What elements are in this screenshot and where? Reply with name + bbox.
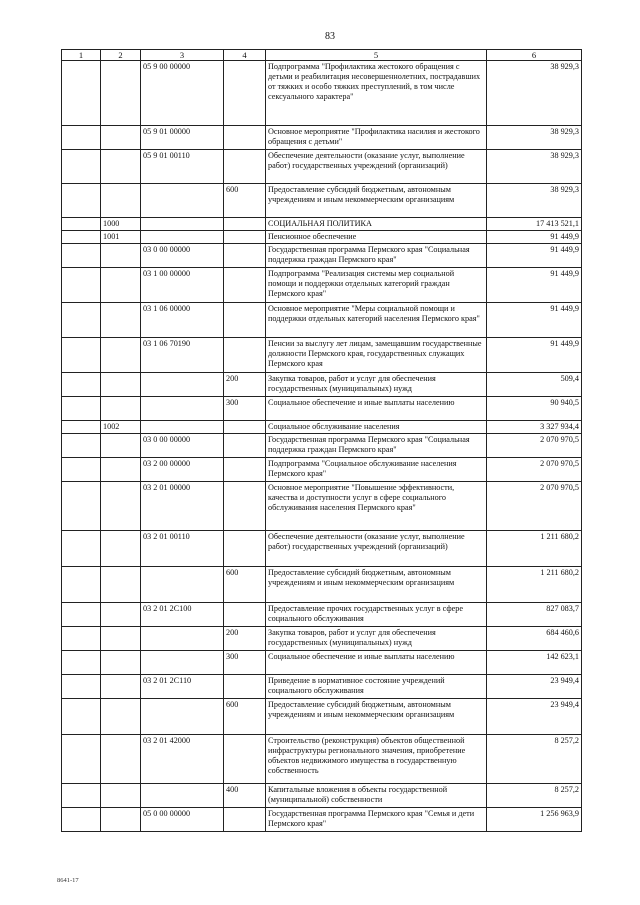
cell-c3 bbox=[141, 184, 224, 218]
cell-c4: 300 bbox=[224, 397, 266, 421]
cell-c5: Подпрограмма "Профилактика жестокого обращения с детьми и реабилитация несовершеннолетних, пострадавших от тяжких и особо тяжких преступлений, в том числе сексуального характера" bbox=[266, 61, 487, 126]
column-header: 3 bbox=[141, 50, 224, 61]
cell-c6: 90 940,5 bbox=[487, 397, 582, 421]
cell-c3 bbox=[141, 231, 224, 244]
cell-c5: Обеспечение деятельности (оказание услуг, выполнение работ) государственных учреждений (организаций) bbox=[266, 150, 487, 184]
cell-c2 bbox=[101, 397, 141, 421]
cell-c4: 600 bbox=[224, 699, 266, 735]
table-row bbox=[62, 61, 582, 126]
table-row bbox=[62, 126, 582, 150]
cell-c6: 91 449,9 bbox=[487, 244, 582, 268]
cell-c5: Пенсии за выслугу лет лицам, замещавшим государственные должности Пермского края, государственных служащих Пермского края bbox=[266, 338, 487, 373]
table-body bbox=[62, 61, 582, 832]
cell-c1 bbox=[62, 303, 101, 338]
table-row bbox=[62, 458, 582, 482]
cell-c5: Социальное обеспечение и иные выплаты населению bbox=[266, 651, 487, 675]
cell-c6: 23 949,4 bbox=[487, 675, 582, 699]
table-row bbox=[62, 434, 582, 458]
cell-c3: 03 2 01 00000 bbox=[141, 482, 224, 531]
cell-c1 bbox=[62, 126, 101, 150]
cell-c6: 8 257,2 bbox=[487, 784, 582, 808]
cell-c3 bbox=[141, 651, 224, 675]
cell-c6: 1 211 680,2 bbox=[487, 531, 582, 567]
cell-c4 bbox=[224, 268, 266, 303]
page-number: 83 bbox=[325, 31, 335, 42]
table-row bbox=[62, 603, 582, 627]
cell-c2 bbox=[101, 531, 141, 567]
cell-c1 bbox=[62, 603, 101, 627]
cell-c4 bbox=[224, 61, 266, 126]
cell-c5: Подпрограмма "Социальное обслуживание населения Пермского края" bbox=[266, 458, 487, 482]
cell-c1 bbox=[62, 218, 101, 231]
cell-c1 bbox=[62, 184, 101, 218]
cell-c2 bbox=[101, 651, 141, 675]
column-header: 2 bbox=[101, 50, 141, 61]
cell-c1 bbox=[62, 231, 101, 244]
cell-c5: Предоставление субсидий бюджетным, автономным учреждениям и иным некоммерческим организациям bbox=[266, 699, 487, 735]
table-row bbox=[62, 303, 582, 338]
cell-c4 bbox=[224, 126, 266, 150]
cell-c3 bbox=[141, 699, 224, 735]
cell-c5: Приведение в нормативное состояние учреждений социального обслуживания bbox=[266, 675, 487, 699]
cell-c5: Капитальные вложения в объекты государственной (муниципальной) собственности bbox=[266, 784, 487, 808]
cell-c1 bbox=[62, 531, 101, 567]
cell-c2 bbox=[101, 627, 141, 651]
table-row bbox=[62, 808, 582, 832]
cell-c5: Предоставление прочих государственных услуг в сфере социального обслуживания bbox=[266, 603, 487, 627]
cell-c6: 91 449,9 bbox=[487, 303, 582, 338]
cell-c4 bbox=[224, 531, 266, 567]
cell-c6: 91 449,9 bbox=[487, 338, 582, 373]
cell-c1 bbox=[62, 338, 101, 373]
cell-c4: 400 bbox=[224, 784, 266, 808]
cell-c6: 23 949,4 bbox=[487, 699, 582, 735]
cell-c4 bbox=[224, 303, 266, 338]
cell-c6: 91 449,9 bbox=[487, 268, 582, 303]
cell-c5: Строительство (реконструкция) объектов общественной инфраструктуры регионального значения, приобретение объектов недвижимого имущества в государственную собственность bbox=[266, 735, 487, 784]
table-row bbox=[62, 531, 582, 567]
cell-c4: 600 bbox=[224, 567, 266, 603]
cell-c5: Государственная программа Пермского края "Социальная поддержка граждан Пермского края" bbox=[266, 434, 487, 458]
cell-c6: 38 929,3 bbox=[487, 126, 582, 150]
cell-c1 bbox=[62, 808, 101, 832]
cell-c3 bbox=[141, 627, 224, 651]
cell-c6: 1 211 680,2 bbox=[487, 567, 582, 603]
cell-c4 bbox=[224, 603, 266, 627]
cell-c4 bbox=[224, 218, 266, 231]
cell-c3: 03 0 00 00000 bbox=[141, 244, 224, 268]
cell-c3: 03 2 01 2С100 bbox=[141, 603, 224, 627]
cell-c5: Основное мероприятие "Повышение эффективности, качества и доступности услуг в сфере социального обслуживания населения Пермского края" bbox=[266, 482, 487, 531]
table-row bbox=[62, 784, 582, 808]
cell-c3 bbox=[141, 373, 224, 397]
cell-c2: 1001 bbox=[101, 231, 141, 244]
cell-c3: 05 0 00 00000 bbox=[141, 808, 224, 832]
cell-c3 bbox=[141, 567, 224, 603]
cell-c2 bbox=[101, 808, 141, 832]
table-row bbox=[62, 244, 582, 268]
table-row bbox=[62, 218, 582, 231]
cell-c5: СОЦИАЛЬНАЯ ПОЛИТИКА bbox=[266, 218, 487, 231]
cell-c4: 600 bbox=[224, 184, 266, 218]
cell-c3 bbox=[141, 784, 224, 808]
cell-c3: 05 9 01 00110 bbox=[141, 150, 224, 184]
cell-c5: Основное мероприятие "Меры социальной помощи и поддержки отдельных категорий населения Пермского края" bbox=[266, 303, 487, 338]
cell-c1 bbox=[62, 397, 101, 421]
cell-c5: Государственная программа Пермского края "Социальная поддержка граждан Пермского края" bbox=[266, 244, 487, 268]
cell-c1 bbox=[62, 651, 101, 675]
cell-c3: 05 9 00 00000 bbox=[141, 61, 224, 126]
cell-c1 bbox=[62, 268, 101, 303]
cell-c2 bbox=[101, 434, 141, 458]
table-row bbox=[62, 735, 582, 784]
cell-c3 bbox=[141, 218, 224, 231]
footer-code: 8641-17 bbox=[57, 877, 79, 884]
cell-c6: 2 070 970,5 bbox=[487, 458, 582, 482]
cell-c6: 2 070 970,5 bbox=[487, 434, 582, 458]
cell-c6: 2 070 970,5 bbox=[487, 482, 582, 531]
cell-c5: Закупка товаров, работ и услуг для обеспечения государственных (муниципальных) нужд bbox=[266, 373, 487, 397]
cell-c6: 1 256 963,9 bbox=[487, 808, 582, 832]
cell-c6: 8 257,2 bbox=[487, 735, 582, 784]
cell-c5: Подпрограмма "Реализация системы мер социальной помощи и поддержки отдельных категорий граждан Пермского края" bbox=[266, 268, 487, 303]
cell-c1 bbox=[62, 458, 101, 482]
cell-c2 bbox=[101, 61, 141, 126]
cell-c2 bbox=[101, 244, 141, 268]
cell-c6: 38 929,3 bbox=[487, 61, 582, 126]
cell-c5: Государственная программа Пермского края "Семья и дети Пермского края" bbox=[266, 808, 487, 832]
cell-c2 bbox=[101, 675, 141, 699]
cell-c5: Предоставление субсидий бюджетным, автономным учреждениям и иным некоммерческим организациям bbox=[266, 567, 487, 603]
table-row bbox=[62, 482, 582, 531]
cell-c2 bbox=[101, 303, 141, 338]
cell-c3: 03 2 01 42000 bbox=[141, 735, 224, 784]
cell-c3: 03 2 01 00110 bbox=[141, 531, 224, 567]
cell-c1 bbox=[62, 627, 101, 651]
cell-c1 bbox=[62, 373, 101, 397]
cell-c1 bbox=[62, 699, 101, 735]
column-header: 4 bbox=[224, 50, 266, 61]
cell-c2 bbox=[101, 184, 141, 218]
cell-c6: 827 083,7 bbox=[487, 603, 582, 627]
cell-c2: 1000 bbox=[101, 218, 141, 231]
column-header: 5 bbox=[266, 50, 487, 61]
table-row bbox=[62, 699, 582, 735]
cell-c4: 200 bbox=[224, 373, 266, 397]
cell-c2 bbox=[101, 735, 141, 784]
cell-c2 bbox=[101, 699, 141, 735]
table-row bbox=[62, 675, 582, 699]
cell-c3: 03 1 00 00000 bbox=[141, 268, 224, 303]
cell-c6: 3 327 934,4 bbox=[487, 421, 582, 434]
table-row bbox=[62, 338, 582, 373]
table-row bbox=[62, 651, 582, 675]
cell-c4 bbox=[224, 434, 266, 458]
cell-c3: 03 2 00 00000 bbox=[141, 458, 224, 482]
cell-c2: 1002 bbox=[101, 421, 141, 434]
cell-c3: 03 0 00 00000 bbox=[141, 434, 224, 458]
cell-c1 bbox=[62, 482, 101, 531]
table-row bbox=[62, 268, 582, 303]
cell-c4 bbox=[224, 458, 266, 482]
column-header: 6 bbox=[487, 50, 582, 61]
cell-c5: Основное мероприятие "Профилактика насилия и жестокого обращения с детьми" bbox=[266, 126, 487, 150]
cell-c6: 684 460,6 bbox=[487, 627, 582, 651]
cell-c4 bbox=[224, 808, 266, 832]
budget-table bbox=[61, 49, 582, 832]
cell-c4 bbox=[224, 421, 266, 434]
cell-c2 bbox=[101, 373, 141, 397]
cell-c2 bbox=[101, 150, 141, 184]
cell-c6: 91 449,9 bbox=[487, 231, 582, 244]
cell-c2 bbox=[101, 458, 141, 482]
table-header-row bbox=[62, 50, 582, 61]
cell-c4 bbox=[224, 150, 266, 184]
cell-c1 bbox=[62, 567, 101, 603]
cell-c6: 38 929,3 bbox=[487, 184, 582, 218]
cell-c2 bbox=[101, 784, 141, 808]
cell-c3: 05 9 01 00000 bbox=[141, 126, 224, 150]
table-row bbox=[62, 627, 582, 651]
cell-c1 bbox=[62, 735, 101, 784]
cell-c4 bbox=[224, 482, 266, 531]
table-row bbox=[62, 231, 582, 244]
cell-c5: Обеспечение деятельности (оказание услуг, выполнение работ) государственных учреждений (организаций) bbox=[266, 531, 487, 567]
cell-c1 bbox=[62, 784, 101, 808]
cell-c3: 03 2 01 2С110 bbox=[141, 675, 224, 699]
cell-c4: 200 bbox=[224, 627, 266, 651]
cell-c4: 300 bbox=[224, 651, 266, 675]
cell-c1 bbox=[62, 244, 101, 268]
cell-c2 bbox=[101, 603, 141, 627]
cell-c2 bbox=[101, 482, 141, 531]
cell-c1 bbox=[62, 421, 101, 434]
cell-c1 bbox=[62, 434, 101, 458]
table-row bbox=[62, 373, 582, 397]
table-row bbox=[62, 567, 582, 603]
cell-c1 bbox=[62, 150, 101, 184]
cell-c6: 509,4 bbox=[487, 373, 582, 397]
cell-c2 bbox=[101, 338, 141, 373]
table-row bbox=[62, 397, 582, 421]
table-row bbox=[62, 421, 582, 434]
cell-c3 bbox=[141, 421, 224, 434]
cell-c2 bbox=[101, 268, 141, 303]
cell-c1 bbox=[62, 675, 101, 699]
cell-c3 bbox=[141, 397, 224, 421]
cell-c5: Пенсионное обеспечение bbox=[266, 231, 487, 244]
column-header: 1 bbox=[62, 50, 101, 61]
cell-c6: 38 929,3 bbox=[487, 150, 582, 184]
cell-c4 bbox=[224, 244, 266, 268]
table-row bbox=[62, 184, 582, 218]
cell-c5: Предоставление субсидий бюджетным, автономным учреждениям и иным некоммерческим организациям bbox=[266, 184, 487, 218]
cell-c4 bbox=[224, 735, 266, 784]
cell-c5: Социальное обеспечение и иные выплаты населению bbox=[266, 397, 487, 421]
cell-c3: 03 1 06 00000 bbox=[141, 303, 224, 338]
cell-c6: 142 623,1 bbox=[487, 651, 582, 675]
cell-c4 bbox=[224, 675, 266, 699]
cell-c2 bbox=[101, 567, 141, 603]
table-row bbox=[62, 150, 582, 184]
cell-c5: Закупка товаров, работ и услуг для обеспечения государственных (муниципальных) нужд bbox=[266, 627, 487, 651]
cell-c2 bbox=[101, 126, 141, 150]
cell-c3: 03 1 06 70190 bbox=[141, 338, 224, 373]
cell-c1 bbox=[62, 61, 101, 126]
cell-c5: Социальное обслуживание населения bbox=[266, 421, 487, 434]
cell-c4 bbox=[224, 338, 266, 373]
cell-c6: 17 413 521,1 bbox=[487, 218, 582, 231]
cell-c4 bbox=[224, 231, 266, 244]
